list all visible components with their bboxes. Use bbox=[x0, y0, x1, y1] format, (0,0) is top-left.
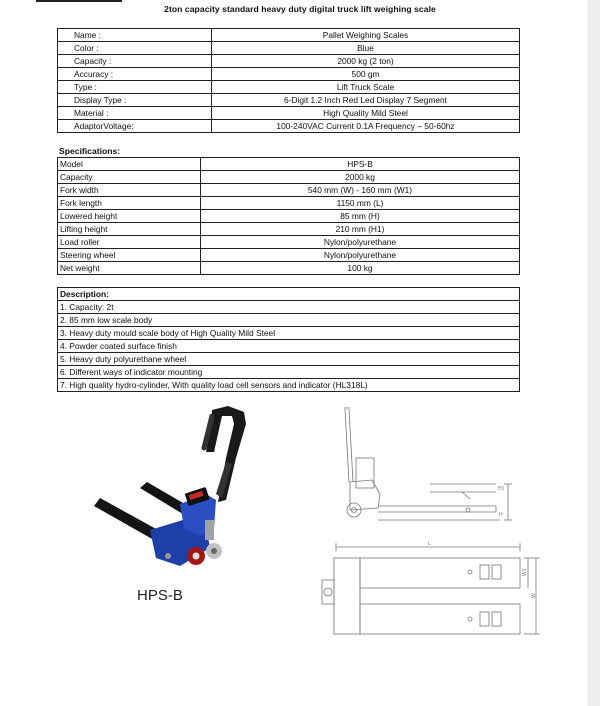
table-row bbox=[58, 120, 520, 133]
table-row bbox=[58, 29, 520, 42]
specifications-heading: Specifications: bbox=[59, 146, 121, 156]
table-row bbox=[58, 81, 520, 94]
row-value: 500 gm bbox=[212, 68, 520, 81]
row-value: Nylon/polyurethane bbox=[201, 236, 520, 249]
table-row bbox=[58, 197, 520, 210]
table-row bbox=[58, 340, 520, 353]
row-label: Net weight bbox=[58, 262, 201, 275]
overview-table bbox=[57, 28, 520, 133]
table-row bbox=[58, 184, 520, 197]
table-row bbox=[58, 236, 520, 249]
row-label: Type : bbox=[58, 81, 212, 94]
row-value: 100 kg bbox=[201, 262, 520, 275]
row-label: AdaptorVoltage: bbox=[58, 120, 212, 133]
description-item: 6. Different ways of indicator mounting bbox=[58, 366, 520, 379]
row-value: 1150 mm (L) bbox=[201, 197, 520, 210]
table-row bbox=[58, 158, 520, 171]
table-row bbox=[58, 366, 520, 379]
table-row bbox=[58, 249, 520, 262]
row-label: Capacity : bbox=[58, 55, 212, 68]
table-row bbox=[58, 94, 520, 107]
row-label: Color : bbox=[58, 42, 212, 55]
table-row bbox=[58, 314, 520, 327]
row-value: Blue bbox=[212, 42, 520, 55]
row-value: HPS-B bbox=[201, 158, 520, 171]
row-label: Capacity bbox=[58, 171, 201, 184]
row-value: High Quality Mild Steel bbox=[212, 107, 520, 120]
table-row bbox=[58, 42, 520, 55]
description-table bbox=[57, 287, 520, 392]
table-row bbox=[58, 171, 520, 184]
table-row bbox=[58, 353, 520, 366]
table-row bbox=[58, 288, 520, 301]
row-label: Lifting height bbox=[58, 223, 201, 236]
row-label: Display Type : bbox=[58, 94, 212, 107]
dimension-w-label: W bbox=[531, 593, 537, 598]
table-row bbox=[58, 327, 520, 340]
row-label: Steering wheel bbox=[58, 249, 201, 262]
table-row bbox=[58, 107, 520, 120]
description-item: 2. 85 mm low scale body bbox=[58, 314, 520, 327]
table-row bbox=[58, 68, 520, 81]
description-item: 4. Powder coated surface finish bbox=[58, 340, 520, 353]
description-item: 5. Heavy duty polyurethane wheel bbox=[58, 353, 520, 366]
side-view-drawing bbox=[344, 408, 512, 520]
table-row bbox=[58, 210, 520, 223]
description-item: 3. Heavy duty mould scale body of High Quality Mild Steel bbox=[58, 327, 520, 340]
row-label: Load roller bbox=[58, 236, 201, 249]
row-label: Accuracy : bbox=[58, 68, 212, 81]
table-row bbox=[58, 301, 520, 314]
description-item: 1. Capacity: 2t bbox=[58, 301, 520, 314]
specifications-table bbox=[57, 157, 520, 275]
page-title: 2ton capacity standard heavy duty digital truck lift weighing scale bbox=[164, 4, 436, 14]
pallet-truck-image bbox=[94, 406, 246, 566]
top-view-drawing bbox=[322, 543, 540, 634]
row-label: Name : bbox=[58, 29, 212, 42]
row-label: Fork length bbox=[58, 197, 201, 210]
description-item: 7. High quality hydro-cylinder, With quality load cell sensors and indicator (HL318L) bbox=[58, 379, 520, 392]
row-value: 100-240VAC Current 0.1A Frequency – 50-60hz bbox=[212, 120, 520, 133]
model-label: HPS-B bbox=[137, 587, 183, 604]
row-value: 2000 kg bbox=[201, 171, 520, 184]
row-label: Material : bbox=[58, 107, 212, 120]
row-label: Fork width bbox=[58, 184, 201, 197]
top-rule bbox=[36, 0, 122, 2]
dimension-w1-label: W1 bbox=[522, 568, 528, 576]
table-row bbox=[58, 55, 520, 68]
row-value: Lift Truck Scale bbox=[212, 81, 520, 94]
figures-area bbox=[0, 392, 600, 706]
row-value: Pallet Weighing Scales bbox=[212, 29, 520, 42]
row-value: 540 mm (W) - 160 mm (W1) bbox=[201, 184, 520, 197]
dimension-h-label: H bbox=[499, 512, 503, 518]
row-value: Nylon/polyurethane bbox=[201, 249, 520, 262]
table-row bbox=[58, 223, 520, 236]
dimension-l-label: L bbox=[428, 541, 431, 547]
row-value: 210 mm (H1) bbox=[201, 223, 520, 236]
row-label: Model bbox=[58, 158, 201, 171]
dimension-h1-label: H1 bbox=[498, 486, 505, 492]
row-value: 2000 kg (2 ton) bbox=[212, 55, 520, 68]
row-value: 6-Digit 1.2 Inch Red Led Display 7 Segment bbox=[212, 94, 520, 107]
row-label: Lowered height bbox=[58, 210, 201, 223]
table-row bbox=[58, 262, 520, 275]
row-value: 85 mm (H) bbox=[201, 210, 520, 223]
table-row bbox=[58, 379, 520, 392]
description-heading: Description: bbox=[58, 288, 520, 301]
